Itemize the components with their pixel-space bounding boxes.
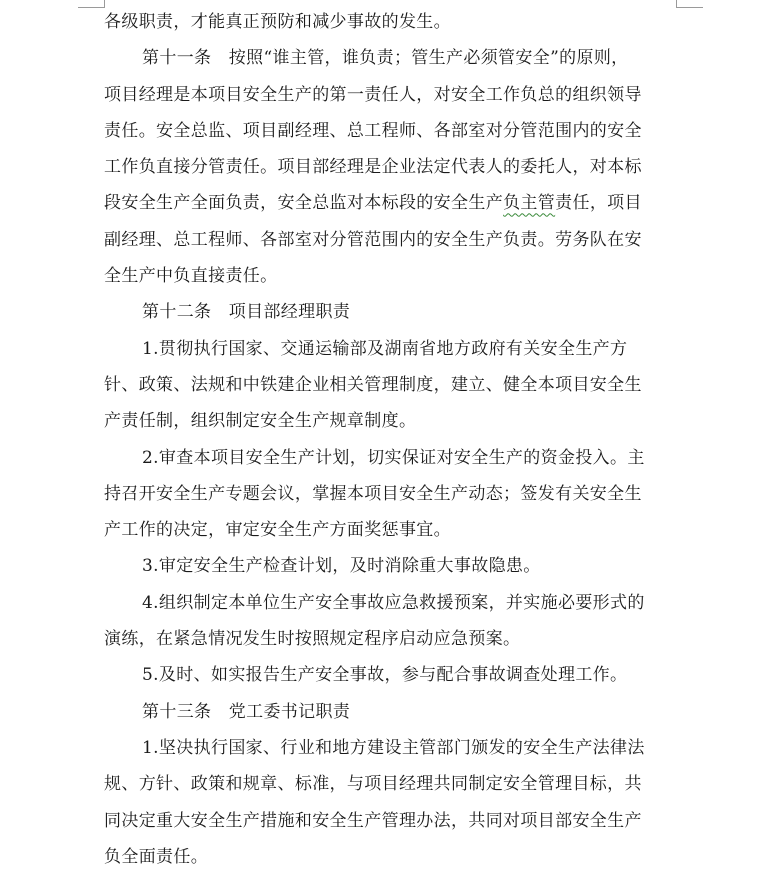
list-item-line: 1.坚决执行国家、行业和地方建设主管部门颁发的安全生产法律法 xyxy=(142,737,645,758)
paragraph-line: 全生产中负直接责任。 xyxy=(104,266,278,287)
paragraph-line: 针、政策、法规和中铁建企业相关管理制度，建立、健全本项目安全生 xyxy=(104,374,642,395)
paragraph-line: 副经理、总工程师、各部室对分管范围内的安全生产负责。劳务队在安 xyxy=(104,229,642,250)
paragraph-line: 同决定重大安全生产措施和安全生产管理办法，共同对项目部安全生产 xyxy=(104,810,642,831)
grammar-check-underline[interactable]: 负主管 xyxy=(503,193,556,214)
line-text: 段安全生产全面负责，安全总监对本标段的安全生产 xyxy=(104,193,504,214)
paragraph-line: 负全面责任。 xyxy=(104,846,209,867)
list-item-line: 5.及时、如实报告生产安全事故，参与配合事故调查处理工作。 xyxy=(142,665,628,686)
paragraph-line: 演练，在紧急情况发生时按照规定程序启动应急预案。 xyxy=(104,629,521,650)
paragraph-line: 工作负直接分管责任。项目部经理是企业法定代表人的委托人，对本标 xyxy=(104,157,642,178)
paragraph-line: 产工作的决定，审定安全生产方面奖惩事宜。 xyxy=(104,520,451,541)
paragraph-line: 产责任制，组织制定安全生产规章制度。 xyxy=(104,411,417,432)
line-text: 责任，项目 xyxy=(555,193,642,214)
list-item-line: 3.审定安全生产检查计划，及时消除重大事故隐患。 xyxy=(142,556,541,577)
document-body[interactable] xyxy=(104,4,688,875)
article-12-heading: 第十二条 项目部经理职责 xyxy=(142,302,351,323)
list-item-line: 1.贯彻执行国家、交通运输部及湖南省地方政府有关安全生产方 xyxy=(142,338,628,359)
page-corner-mark-left xyxy=(78,0,105,8)
paragraph-line: 项目经理是本项目安全生产的第一责任人，对安全工作负总的组织领导 xyxy=(104,84,642,105)
article-11-heading-line: 第十一条 按照“谁主管，谁负责；管生产必须管安全”的原则， xyxy=(142,48,629,69)
paragraph-line: 各级职责，才能真正预防和减少事故的发生。 xyxy=(104,12,451,32)
article-13-heading: 第十三条 党工委书记职责 xyxy=(142,701,351,722)
list-item-line: 2.审查本项目安全生产计划，切实保证对安全生产的资金投入。主 xyxy=(142,447,645,468)
paragraph-line: 责任。安全总监、项目副经理、总工程师、各部室对分管范围内的安全 xyxy=(104,120,642,141)
paragraph-line: 规、方针、政策和规章、标准，与项目经理共同制定安全管理目标，共 xyxy=(104,774,642,795)
list-item-line: 4.组织制定本单位生产安全事故应急救援预案，并实施必要形式的 xyxy=(142,592,645,613)
paragraph-line xyxy=(104,185,688,221)
paragraph-line: 持召开安全生产专题会议，掌握本项目安全生产动态；签发有关安全生 xyxy=(104,483,642,504)
